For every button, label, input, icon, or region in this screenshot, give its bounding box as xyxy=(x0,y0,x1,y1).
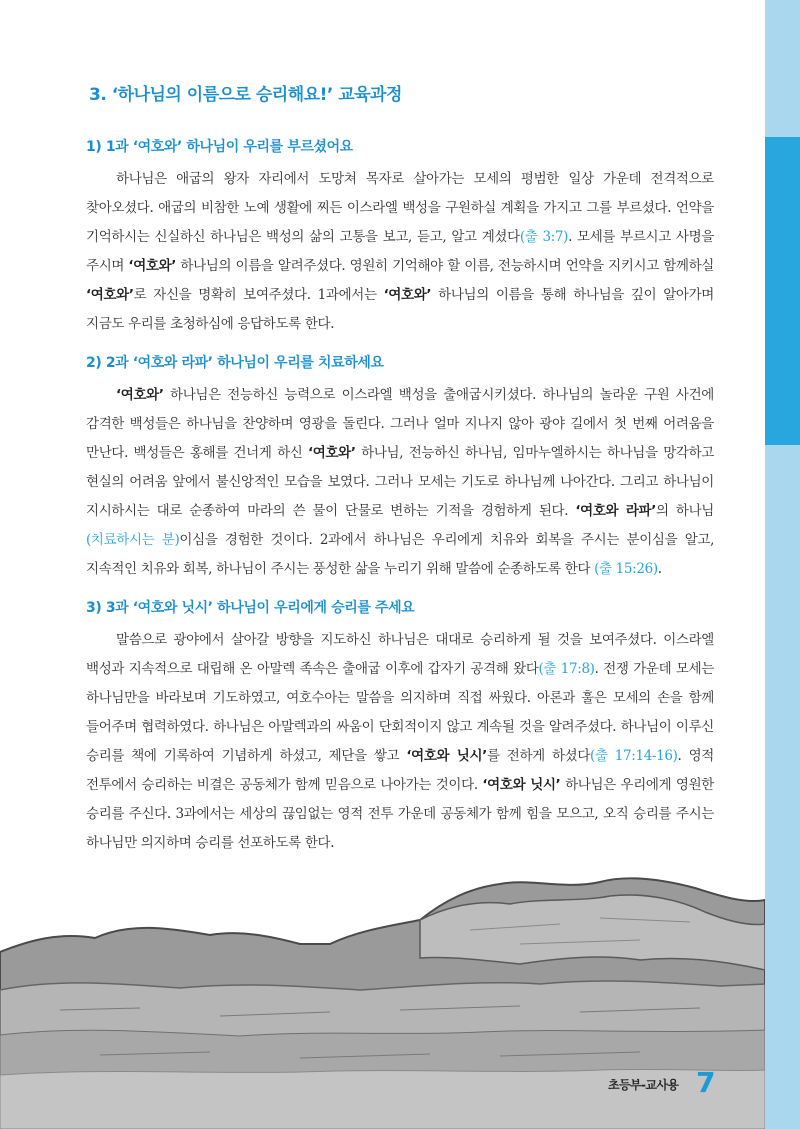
scripture-reference: (출 15:26) xyxy=(594,561,658,577)
text-segment: 하나님은 우리에게 영원한 승리를 주신다. 3과에서는 세상의 끊임없는 영적 전투 가운데 공동체가 함께 힘을 모으고, 오직 승리를 주시는 하나님만 의지하며 승리를 선포하도록 한다. xyxy=(86,777,714,851)
text-segment: 하나님은 애굽의 왕자 자리에서 도망쳐 목자로 살아가는 모세의 평범한 일상 가운데 전격적으로 찾아오셨다. 애굽의 비참한 노예 생활에 찌든 이스라엘 백성을 구원하실 계획을 가지고 그를 부르셨다. 언약을 기억하시는 신실하신 하나님은 백성의 삶의 고통을 보고, 듣고, 알고 계셨다 xyxy=(86,171,714,245)
lesson-1-paragraph xyxy=(86,165,714,339)
divine-name: ‘여호와’ xyxy=(86,287,134,303)
text-segment: 의 하나님 xyxy=(656,503,714,519)
text-segment: 하나님의 이름을 통해 하나님을 깊이 알아가며 지금도 우리를 초청하심에 응답하도록 한다. xyxy=(86,287,714,332)
text-segment: . 영적 전투에서 승리하는 비결은 공동체가 함께 믿음으로 나아가는 것이다. xyxy=(86,748,715,793)
divine-name: ‘여호와’ xyxy=(128,258,177,274)
text-segment: . 전쟁 가운데 모세는 하나님만을 바라보며 기도하였고, 여호수아는 말씀을 의지하며 직접 싸웠다. 아론과 훌은 모세의 손을 함께 들어주며 협력하였다. 하나님은 아말렉과의 싸움이 단회적이지 않고 계속될 것을 알려주셨다. 하나님이 이루신 승리를 책에 기록하여 기념하게 하셨고, 제단을 쌓고 xyxy=(86,661,714,764)
section-title: 3. ‘하나님의 이름으로 승리해요!’ 교육과정 xyxy=(89,85,402,105)
footer-label: 초등부-교사용 xyxy=(608,1078,679,1092)
divine-name: ‘여호와 닛시’ xyxy=(406,748,487,764)
page-content xyxy=(86,80,714,858)
divine-name: ‘여호와’ xyxy=(307,445,356,461)
text-segment: . xyxy=(657,561,662,577)
page-number: 7 xyxy=(696,1066,716,1099)
text-segment: 로 자신을 명확히 보여주셨다. 1과에서는 xyxy=(133,287,384,303)
lesson-1-heading: 1) 1과 ‘여호와’ 하나님이 우리를 부르셨어요 xyxy=(86,139,353,155)
lesson-3-heading: 3) 3과 ‘여호와 닛시’ 하나님이 우리에게 승리를 주세요 xyxy=(86,600,415,616)
divine-name: ‘여호와’ xyxy=(383,287,432,303)
text-segment: 하나님의 이름을 알려주셨다. 영원히 기억해야 할 이름, 전능하시며 언약을 지키시고 함께하실 xyxy=(176,258,714,274)
text-segment: 이심을 경험한 것이다. 2과에서 하나님은 우리에게 치유와 회복을 주시는 분이심을 알고, 지속적인 치유와 회복, 하나님이 주시는 풍성한 삶을 누리기 위해 말씀에 순종하도록 한다 xyxy=(86,532,715,577)
scripture-reference: (출 3:7) xyxy=(519,229,569,245)
lesson-3-paragraph xyxy=(86,626,714,858)
scripture-reference: (출 17:8) xyxy=(538,661,595,677)
text-segment: 말씀으로 광야에서 살아갈 방향을 지도하신 하나님은 대대로 승리하게 될 것을 보여주셨다. 이스라엘 백성과 지속적으로 대립해 온 아말렉 족속은 출애굽 이후에 갑자기 공격해 왔다 xyxy=(86,632,714,677)
text-segment: 하나님, 전능하신 하나님, 임마누엘하시는 하나님을 망각하고 현실의 어려움 앞에서 불신앙적인 모습을 보였다. 그러나 모세는 기도로 하나님께 나아간다. 그리고 하나님이 지시하시는 대로 순종하여 마라의 쓴 물이 단물로 변하는 기적을 경험하게 된다. xyxy=(86,445,714,519)
divine-name: ‘여호와 라파’ xyxy=(575,503,656,519)
scripture-reference: (출 17:14-16) xyxy=(590,748,678,764)
text-segment: . 모세를 부르시고 사명을 주시며 xyxy=(86,229,714,274)
lesson-2-heading: 2) 2과 ‘여호와 라파’ 하나님이 우리를 치료하세요 xyxy=(86,355,384,371)
divine-name: ‘여호와 닛시’ xyxy=(482,777,561,793)
chapter-edge-tab xyxy=(765,137,800,445)
text-segment: 하나님은 전능하신 능력으로 이스라엘 백성을 출애굽시키셨다. 하나님의 놀라운 구원 사건에 감격한 백성들은 하나님을 찬양하며 영광을 돌린다. 그러나 얼마 지나지 않아 광야 길에서 첫 번째 어려움을 만난다. 백성들은 홍해를 건너게 하신 xyxy=(86,387,714,461)
text-segment: 를 전하게 하셨다 xyxy=(486,748,591,764)
highlighted-gloss: (치료하시는 분) xyxy=(86,532,180,548)
lesson-2-paragraph xyxy=(86,381,714,584)
divine-name: ‘여호와’ xyxy=(116,387,164,403)
